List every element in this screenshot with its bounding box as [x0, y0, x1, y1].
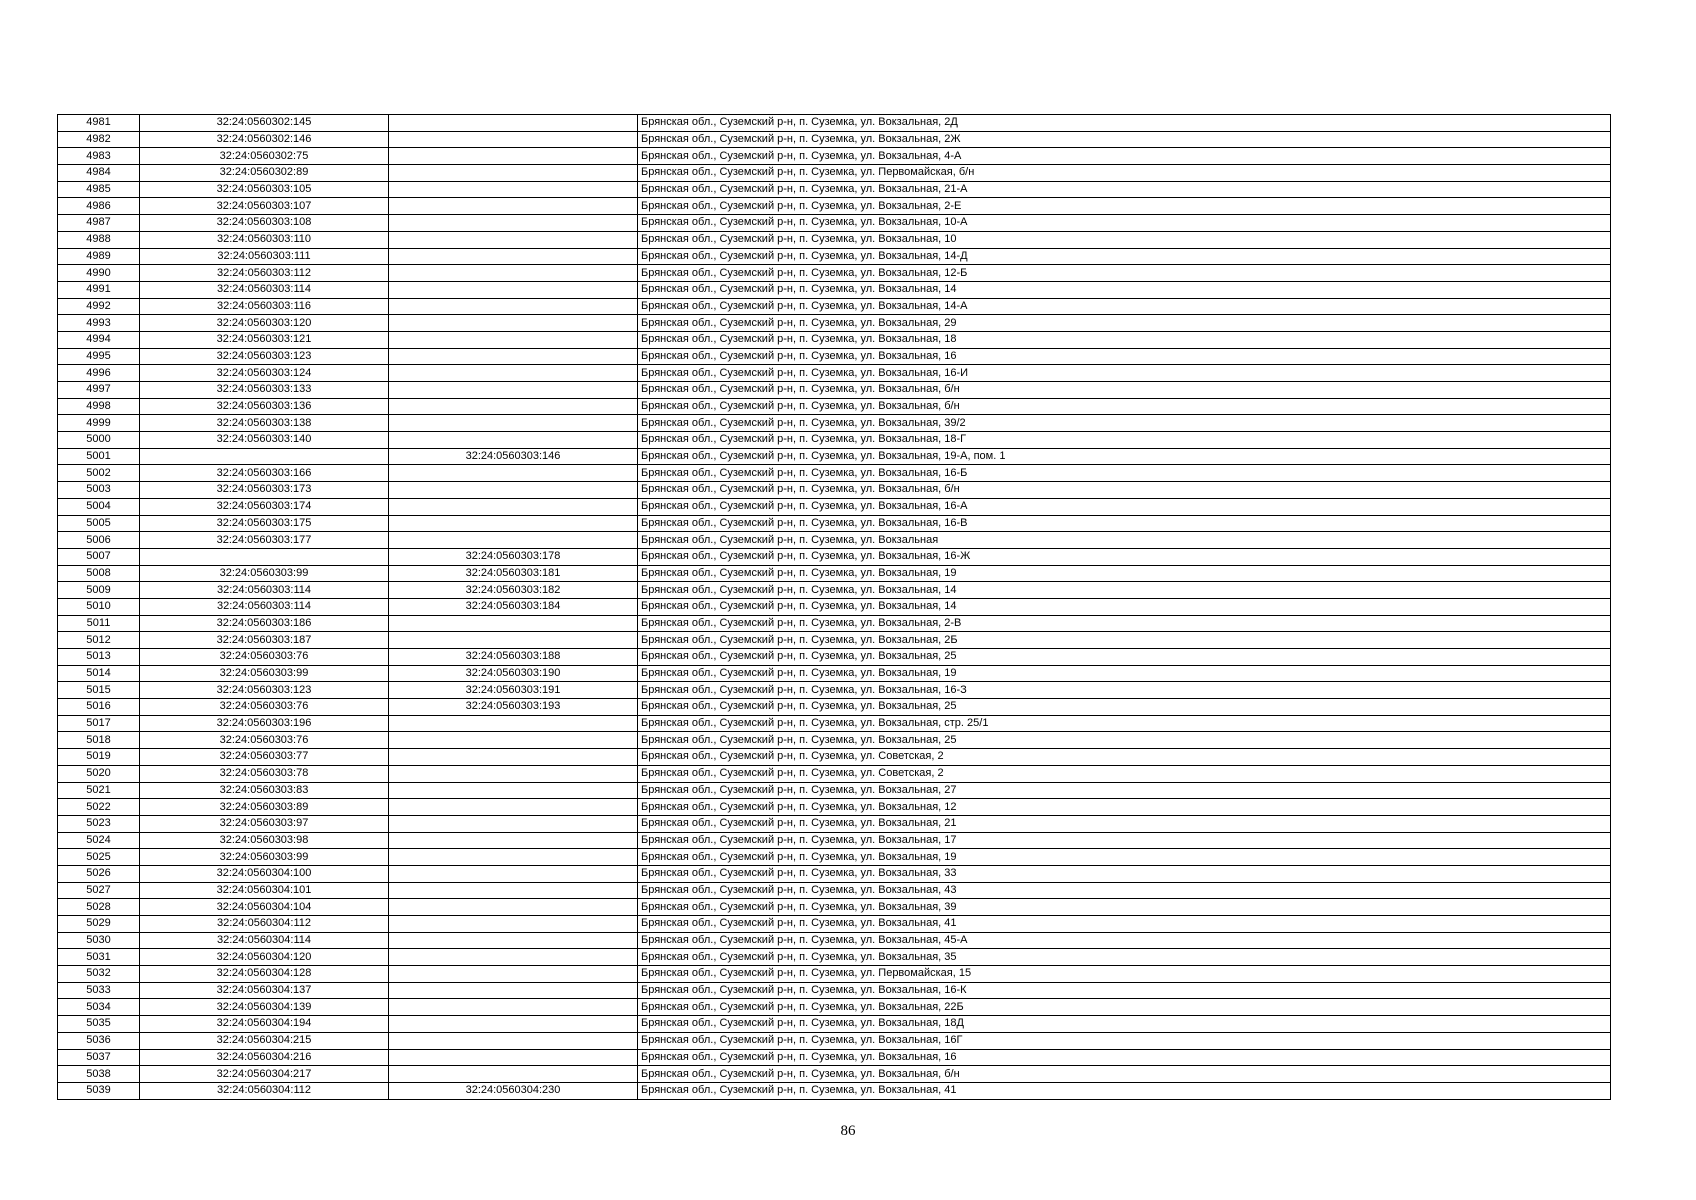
address-cell: Брянская обл., Суземский р-н, п. Суземка, ул. Вокзальная, 39/2 [638, 415, 1611, 432]
row-number-cell: 5012 [58, 632, 140, 649]
cadastral-number-cell: 32:24:0560303:121 [140, 331, 389, 348]
cadastral-number-cell: 32:24:0560303:187 [140, 632, 389, 649]
row-number-cell: 4984 [58, 165, 140, 182]
table-row [58, 1032, 1611, 1049]
cadastral-number-cell: 32:24:0560303:83 [140, 782, 389, 799]
cadastral-number-cell: 32:24:0560303:114 [140, 582, 389, 599]
related-cadastral-number-cell [389, 432, 638, 449]
related-cadastral-number-cell [389, 281, 638, 298]
row-number-cell: 4998 [58, 398, 140, 415]
related-cadastral-number-cell [389, 849, 638, 866]
row-number-cell: 5024 [58, 832, 140, 849]
related-cadastral-number-cell [389, 899, 638, 916]
table-row [58, 315, 1611, 332]
cadastral-number-cell: 32:24:0560304:217 [140, 1066, 389, 1083]
address-cell: Брянская обл., Суземский р-н, п. Суземка, ул. Вокзальная, 18Д [638, 1016, 1611, 1033]
address-cell: Брянская обл., Суземский р-н, п. Суземка, ул. Вокзальная, 21-А [638, 181, 1611, 198]
cadastral-number-cell: 32:24:0560304:139 [140, 999, 389, 1016]
row-number-cell: 5028 [58, 899, 140, 916]
related-cadastral-number-cell [389, 365, 638, 382]
cadastral-number-cell: 32:24:0560303:108 [140, 215, 389, 232]
related-cadastral-number-cell [389, 1066, 638, 1083]
row-number-cell: 5018 [58, 732, 140, 749]
address-cell: Брянская обл., Суземский р-н, п. Суземка, ул. Вокзальная, 21 [638, 815, 1611, 832]
cadastral-number-cell: 32:24:0560303:123 [140, 348, 389, 365]
address-cell: Брянская обл., Суземский р-н, п. Суземка, ул. Вокзальная, 19 [638, 849, 1611, 866]
related-cadastral-number-cell: 32:24:0560303:193 [389, 699, 638, 716]
related-cadastral-number-cell: 32:24:0560303:188 [389, 649, 638, 666]
cadastral-number-cell: 32:24:0560303:76 [140, 699, 389, 716]
row-number-cell: 5021 [58, 782, 140, 799]
related-cadastral-number-cell [389, 916, 638, 933]
address-cell: Брянская обл., Суземский р-н, п. Суземка, ул. Вокзальная, б/н [638, 1066, 1611, 1083]
related-cadastral-number-cell [389, 1016, 638, 1033]
cadastral-number-cell: 32:24:0560303:99 [140, 565, 389, 582]
related-cadastral-number-cell [389, 248, 638, 265]
address-cell: Брянская обл., Суземский р-н, п. Суземка, ул. Вокзальная [638, 532, 1611, 549]
row-number-cell: 4995 [58, 348, 140, 365]
address-cell: Брянская обл., Суземский р-н, п. Суземка, ул. Вокзальная, 2Б [638, 632, 1611, 649]
related-cadastral-number-cell [389, 515, 638, 532]
table-row [58, 782, 1611, 799]
related-cadastral-number-cell: 32:24:0560303:182 [389, 582, 638, 599]
row-number-cell: 4985 [58, 181, 140, 198]
related-cadastral-number-cell [389, 882, 638, 899]
cadastral-number-cell: 32:24:0560303:107 [140, 198, 389, 215]
address-cell: Брянская обл., Суземский р-н, п. Суземка, ул. Вокзальная, 19-А, пом. 1 [638, 448, 1611, 465]
related-cadastral-number-cell [389, 782, 638, 799]
cadastral-number-cell: 32:24:0560303:114 [140, 598, 389, 615]
related-cadastral-number-cell [389, 932, 638, 949]
table-row [58, 198, 1611, 215]
related-cadastral-number-cell [389, 982, 638, 999]
related-cadastral-number-cell [389, 331, 638, 348]
cadastral-number-cell: 32:24:0560303:174 [140, 498, 389, 515]
table-row [58, 982, 1611, 999]
table-row [58, 749, 1611, 766]
page-number: 86 [840, 1123, 856, 1139]
row-number-cell: 5029 [58, 916, 140, 933]
row-number-cell: 5020 [58, 765, 140, 782]
related-cadastral-number-cell [389, 348, 638, 365]
row-number-cell: 4991 [58, 281, 140, 298]
cadastral-number-cell: 32:24:0560303:123 [140, 682, 389, 699]
table-row [58, 348, 1611, 365]
related-cadastral-number-cell [389, 398, 638, 415]
related-cadastral-number-cell: 32:24:0560303:181 [389, 565, 638, 582]
address-cell: Брянская обл., Суземский р-н, п. Суземка, ул. Советская, 2 [638, 749, 1611, 766]
cadastral-number-cell: 32:24:0560303:112 [140, 265, 389, 282]
address-cell: Брянская обл., Суземский р-н, п. Суземка, ул. Первомайская, б/н [638, 165, 1611, 182]
related-cadastral-number-cell [389, 198, 638, 215]
cadastral-number-cell: 32:24:0560303:78 [140, 765, 389, 782]
related-cadastral-number-cell [389, 1032, 638, 1049]
address-cell: Брянская обл., Суземский р-н, п. Суземка, ул. Вокзальная, 2Д [638, 115, 1611, 132]
row-number-cell: 5008 [58, 565, 140, 582]
address-cell: Брянская обл., Суземский р-н, п. Суземка, ул. Вокзальная, б/н [638, 398, 1611, 415]
address-cell: Брянская обл., Суземский р-н, п. Суземка, ул. Вокзальная, 16 [638, 1049, 1611, 1066]
cadastral-number-cell: 32:24:0560303:77 [140, 749, 389, 766]
row-number-cell: 4997 [58, 382, 140, 399]
address-cell: Брянская обл., Суземский р-н, п. Суземка, ул. Вокзальная, 16-К [638, 982, 1611, 999]
row-number-cell: 4982 [58, 131, 140, 148]
related-cadastral-number-cell [389, 832, 638, 849]
cadastral-number-cell: 32:24:0560303:166 [140, 465, 389, 482]
table-row [58, 432, 1611, 449]
address-cell: Брянская обл., Суземский р-н, п. Суземка, ул. Вокзальная, 18 [638, 331, 1611, 348]
table-row [58, 732, 1611, 749]
row-number-cell: 5005 [58, 515, 140, 532]
table-row [58, 448, 1611, 465]
row-number-cell: 5004 [58, 498, 140, 515]
row-number-cell: 4989 [58, 248, 140, 265]
table-row [58, 865, 1611, 882]
address-cell: Брянская обл., Суземский р-н, п. Суземка, ул. Вокзальная, 16-Ж [638, 548, 1611, 565]
table-row [58, 832, 1611, 849]
row-number-cell: 5001 [58, 448, 140, 465]
cadastral-number-cell: 32:24:0560303:89 [140, 799, 389, 816]
address-cell: Брянская обл., Суземский р-н, п. Суземка, ул. Вокзальная, 25 [638, 649, 1611, 666]
row-number-cell: 5033 [58, 982, 140, 999]
table-row [58, 1082, 1611, 1099]
address-cell: Брянская обл., Суземский р-н, п. Суземка, ул. Вокзальная, 2-Е [638, 198, 1611, 215]
related-cadastral-number-cell [389, 749, 638, 766]
address-cell: Брянская обл., Суземский р-н, п. Суземка, ул. Вокзальная, б/н [638, 482, 1611, 499]
row-number-cell: 5027 [58, 882, 140, 899]
cadastral-number-cell: 32:24:0560304:100 [140, 865, 389, 882]
table-row [58, 181, 1611, 198]
address-cell: Брянская обл., Суземский р-н, п. Суземка, ул. Вокзальная, б/н [638, 382, 1611, 399]
table-row [58, 615, 1611, 632]
cadastral-number-cell: 32:24:0560303:99 [140, 849, 389, 866]
address-cell: Брянская обл., Суземский р-н, п. Суземка, ул. Вокзальная, 12-Б [638, 265, 1611, 282]
row-number-cell: 5019 [58, 749, 140, 766]
row-number-cell: 4993 [58, 315, 140, 332]
address-cell: Брянская обл., Суземский р-н, п. Суземка, ул. Вокзальная, 16-В [638, 515, 1611, 532]
row-number-cell: 5032 [58, 966, 140, 983]
row-number-cell: 5014 [58, 665, 140, 682]
row-number-cell: 5010 [58, 598, 140, 615]
cadastral-number-cell: 32:24:0560304:128 [140, 966, 389, 983]
address-cell: Брянская обл., Суземский р-н, п. Суземка, ул. Вокзальная, 41 [638, 1082, 1611, 1099]
cadastral-number-cell: 32:24:0560303:111 [140, 248, 389, 265]
table-row [58, 916, 1611, 933]
row-number-cell: 4999 [58, 415, 140, 432]
cadastral-number-cell: 32:24:0560303:140 [140, 432, 389, 449]
row-number-cell: 5003 [58, 482, 140, 499]
address-cell: Брянская обл., Суземский р-н, п. Суземка, ул. Вокзальная, 16 [638, 348, 1611, 365]
table-row [58, 598, 1611, 615]
table-row [58, 765, 1611, 782]
row-number-cell: 5009 [58, 582, 140, 599]
address-cell: Брянская обл., Суземский р-н, п. Суземка, ул. Вокзальная, 12 [638, 799, 1611, 816]
cadastral-number-cell: 32:24:0560303:114 [140, 281, 389, 298]
table-row [58, 331, 1611, 348]
address-cell: Брянская обл., Суземский р-н, п. Суземка, ул. Первомайская, 15 [638, 966, 1611, 983]
address-cell: Брянская обл., Суземский р-н, п. Суземка, ул. Вокзальная, 14 [638, 582, 1611, 599]
cadastral-number-cell: 32:24:0560303:116 [140, 298, 389, 315]
related-cadastral-number-cell [389, 732, 638, 749]
related-cadastral-number-cell [389, 482, 638, 499]
related-cadastral-number-cell [389, 865, 638, 882]
address-cell: Брянская обл., Суземский р-н, п. Суземка, ул. Вокзальная, 16-З [638, 682, 1611, 699]
cadastral-number-cell: 32:24:0560304:120 [140, 949, 389, 966]
row-number-cell: 5025 [58, 849, 140, 866]
table-row [58, 1016, 1611, 1033]
cadastral-number-cell: 32:24:0560304:137 [140, 982, 389, 999]
cadastral-number-cell: 32:24:0560303:177 [140, 532, 389, 549]
cadastral-number-cell: 32:24:0560303:97 [140, 815, 389, 832]
table-row [58, 949, 1611, 966]
address-cell: Брянская обл., Суземский р-н, п. Суземка, ул. Вокзальная, стр. 25/1 [638, 715, 1611, 732]
address-cell: Брянская обл., Суземский р-н, п. Суземка, ул. Вокзальная, 39 [638, 899, 1611, 916]
address-cell: Брянская обл., Суземский р-н, п. Суземка, ул. Вокзальная, 29 [638, 315, 1611, 332]
related-cadastral-number-cell: 32:24:0560303:184 [389, 598, 638, 615]
address-cell: Брянская обл., Суземский р-н, п. Суземка, ул. Вокзальная, 4-А [638, 148, 1611, 165]
table-row [58, 799, 1611, 816]
table-row [58, 1066, 1611, 1083]
address-cell: Брянская обл., Суземский р-н, п. Суземка, ул. Вокзальная, 19 [638, 565, 1611, 582]
table-row [58, 1049, 1611, 1066]
related-cadastral-number-cell [389, 949, 638, 966]
row-number-cell: 5015 [58, 682, 140, 699]
address-cell: Брянская обл., Суземский р-н, п. Суземка, ул. Вокзальная, 16Г [638, 1032, 1611, 1049]
related-cadastral-number-cell [389, 382, 638, 399]
cadastral-number-cell [140, 548, 389, 565]
table-row [58, 115, 1611, 132]
cadastral-number-cell: 32:24:0560303:124 [140, 365, 389, 382]
table-row [58, 715, 1611, 732]
table-row [58, 298, 1611, 315]
related-cadastral-number-cell [389, 1049, 638, 1066]
table-row [58, 665, 1611, 682]
table-row [58, 582, 1611, 599]
table-body [58, 115, 1611, 1100]
address-cell: Брянская обл., Суземский р-н, п. Суземка, ул. Вокзальная, 10 [638, 231, 1611, 248]
row-number-cell: 4986 [58, 198, 140, 215]
address-cell: Брянская обл., Суземский р-н, п. Суземка, ул. Вокзальная, 14 [638, 281, 1611, 298]
cadastral-number-cell: 32:24:0560302:146 [140, 131, 389, 148]
table-row [58, 382, 1611, 399]
cadastral-number-cell: 32:24:0560303:105 [140, 181, 389, 198]
table-row [58, 398, 1611, 415]
cadastral-number-cell: 32:24:0560303:98 [140, 832, 389, 849]
address-cell: Брянская обл., Суземский р-н, п. Суземка, ул. Вокзальная, 10-А [638, 215, 1611, 232]
related-cadastral-number-cell [389, 765, 638, 782]
cadastral-number-cell: 32:24:0560304:112 [140, 1082, 389, 1099]
related-cadastral-number-cell [389, 315, 638, 332]
address-cell: Брянская обл., Суземский р-н, п. Суземка, ул. Вокзальная, 2-В [638, 615, 1611, 632]
related-cadastral-number-cell [389, 231, 638, 248]
table-row [58, 565, 1611, 582]
table-row [58, 548, 1611, 565]
table-row [58, 932, 1611, 949]
row-number-cell: 5011 [58, 615, 140, 632]
address-cell: Брянская обл., Суземский р-н, п. Суземка, ул. Вокзальная, 33 [638, 865, 1611, 882]
cadastral-number-cell: 32:24:0560303:196 [140, 715, 389, 732]
table-row [58, 215, 1611, 232]
address-cell: Брянская обл., Суземский р-н, п. Суземка, ул. Вокзальная, 2Ж [638, 131, 1611, 148]
row-number-cell: 5017 [58, 715, 140, 732]
row-number-cell: 5030 [58, 932, 140, 949]
cadastral-number-cell: 32:24:0560302:145 [140, 115, 389, 132]
related-cadastral-number-cell [389, 532, 638, 549]
related-cadastral-number-cell [389, 615, 638, 632]
cadastral-number-cell: 32:24:0560303:120 [140, 315, 389, 332]
row-number-cell: 5034 [58, 999, 140, 1016]
related-cadastral-number-cell: 32:24:0560303:178 [389, 548, 638, 565]
related-cadastral-number-cell [389, 999, 638, 1016]
table-row [58, 248, 1611, 265]
table-row [58, 165, 1611, 182]
row-number-cell: 5038 [58, 1066, 140, 1083]
table-row [58, 515, 1611, 532]
cadastral-number-cell: 32:24:0560304:101 [140, 882, 389, 899]
address-cell: Брянская обл., Суземский р-н, п. Суземка, ул. Вокзальная, 27 [638, 782, 1611, 799]
row-number-cell: 5013 [58, 649, 140, 666]
row-number-cell: 5031 [58, 949, 140, 966]
table-row [58, 899, 1611, 916]
table-row [58, 131, 1611, 148]
related-cadastral-number-cell [389, 632, 638, 649]
address-cell: Брянская обл., Суземский р-н, п. Суземка, ул. Вокзальная, 14-Д [638, 248, 1611, 265]
table-row [58, 699, 1611, 716]
related-cadastral-number-cell [389, 215, 638, 232]
row-number-cell: 4996 [58, 365, 140, 382]
cadastral-number-cell: 32:24:0560303:136 [140, 398, 389, 415]
address-cell: Брянская обл., Суземский р-н, п. Суземка, ул. Вокзальная, 16-Б [638, 465, 1611, 482]
address-cell: Брянская обл., Суземский р-н, п. Суземка, ул. Вокзальная, 18-Г [638, 432, 1611, 449]
related-cadastral-number-cell [389, 298, 638, 315]
row-number-cell: 5023 [58, 815, 140, 832]
related-cadastral-number-cell [389, 799, 638, 816]
table-row [58, 999, 1611, 1016]
cadastral-number-cell: 32:24:0560303:99 [140, 665, 389, 682]
property-registry-table [57, 114, 1611, 1100]
related-cadastral-number-cell [389, 415, 638, 432]
cadastral-number-cell: 32:24:0560302:89 [140, 165, 389, 182]
related-cadastral-number-cell [389, 966, 638, 983]
address-cell: Брянская обл., Суземский р-н, п. Суземка, ул. Вокзальная, 14-А [638, 298, 1611, 315]
address-cell: Брянская обл., Суземский р-н, п. Суземка, ул. Вокзальная, 14 [638, 598, 1611, 615]
row-number-cell: 4983 [58, 148, 140, 165]
related-cadastral-number-cell [389, 465, 638, 482]
related-cadastral-number-cell: 32:24:0560304:230 [389, 1082, 638, 1099]
cadastral-number-cell: 32:24:0560303:138 [140, 415, 389, 432]
row-number-cell: 4990 [58, 265, 140, 282]
row-number-cell: 5036 [58, 1032, 140, 1049]
table-row [58, 415, 1611, 432]
table-row [58, 966, 1611, 983]
table-row [58, 148, 1611, 165]
table-row [58, 682, 1611, 699]
row-number-cell: 5002 [58, 465, 140, 482]
cadastral-number-cell: 32:24:0560302:75 [140, 148, 389, 165]
address-cell: Брянская обл., Суземский р-н, п. Суземка, ул. Вокзальная, 45-А [638, 932, 1611, 949]
cadastral-number-cell: 32:24:0560303:110 [140, 231, 389, 248]
address-cell: Брянская обл., Суземский р-н, п. Суземка, ул. Советская, 2 [638, 765, 1611, 782]
address-cell: Брянская обл., Суземский р-н, п. Суземка, ул. Вокзальная, 43 [638, 882, 1611, 899]
cadastral-number-cell: 32:24:0560303:175 [140, 515, 389, 532]
row-number-cell: 5016 [58, 699, 140, 716]
address-cell: Брянская обл., Суземский р-н, п. Суземка, ул. Вокзальная, 16-А [638, 498, 1611, 515]
table-row [58, 365, 1611, 382]
row-number-cell: 4987 [58, 215, 140, 232]
cadastral-number-cell: 32:24:0560304:215 [140, 1032, 389, 1049]
table-row [58, 482, 1611, 499]
row-number-cell: 5035 [58, 1016, 140, 1033]
related-cadastral-number-cell [389, 131, 638, 148]
related-cadastral-number-cell [389, 181, 638, 198]
cadastral-number-cell: 32:24:0560303:133 [140, 382, 389, 399]
table-row [58, 498, 1611, 515]
related-cadastral-number-cell: 32:24:0560303:191 [389, 682, 638, 699]
cadastral-number-cell: 32:24:0560304:112 [140, 916, 389, 933]
row-number-cell: 5037 [58, 1049, 140, 1066]
address-cell: Брянская обл., Суземский р-н, п. Суземка, ул. Вокзальная, 41 [638, 916, 1611, 933]
cadastral-number-cell: 32:24:0560303:76 [140, 649, 389, 666]
related-cadastral-number-cell [389, 815, 638, 832]
table-row [58, 815, 1611, 832]
cadastral-number-cell [140, 448, 389, 465]
related-cadastral-number-cell [389, 715, 638, 732]
address-cell: Брянская обл., Суземский р-н, п. Суземка, ул. Вокзальная, 17 [638, 832, 1611, 849]
related-cadastral-number-cell [389, 148, 638, 165]
address-cell: Брянская обл., Суземский р-н, п. Суземка, ул. Вокзальная, 22Б [638, 999, 1611, 1016]
table-row [58, 532, 1611, 549]
related-cadastral-number-cell [389, 498, 638, 515]
table-row [58, 882, 1611, 899]
row-number-cell: 5039 [58, 1082, 140, 1099]
row-number-cell: 5007 [58, 548, 140, 565]
table-row [58, 649, 1611, 666]
row-number-cell: 4992 [58, 298, 140, 315]
row-number-cell: 5006 [58, 532, 140, 549]
row-number-cell: 4988 [58, 231, 140, 248]
row-number-cell: 5022 [58, 799, 140, 816]
cadastral-number-cell: 32:24:0560304:104 [140, 899, 389, 916]
row-number-cell: 5000 [58, 432, 140, 449]
address-cell: Брянская обл., Суземский р-н, п. Суземка, ул. Вокзальная, 25 [638, 732, 1611, 749]
related-cadastral-number-cell [389, 265, 638, 282]
address-cell: Брянская обл., Суземский р-н, п. Суземка, ул. Вокзальная, 16-И [638, 365, 1611, 382]
cadastral-number-cell: 32:24:0560303:173 [140, 482, 389, 499]
address-cell: Брянская обл., Суземский р-н, п. Суземка, ул. Вокзальная, 35 [638, 949, 1611, 966]
table-row [58, 632, 1611, 649]
cadastral-number-cell: 32:24:0560304:216 [140, 1049, 389, 1066]
related-cadastral-number-cell [389, 165, 638, 182]
table-row [58, 465, 1611, 482]
address-cell: Брянская обл., Суземский р-н, п. Суземка, ул. Вокзальная, 19 [638, 665, 1611, 682]
cadastral-number-cell: 32:24:0560304:114 [140, 932, 389, 949]
table-row [58, 265, 1611, 282]
row-number-cell: 4994 [58, 331, 140, 348]
address-cell: Брянская обл., Суземский р-н, п. Суземка, ул. Вокзальная, 25 [638, 699, 1611, 716]
table-row [58, 281, 1611, 298]
row-number-cell: 5026 [58, 865, 140, 882]
related-cadastral-number-cell: 32:24:0560303:190 [389, 665, 638, 682]
cadastral-number-cell: 32:24:0560303:186 [140, 615, 389, 632]
table-row [58, 849, 1611, 866]
cadastral-number-cell: 32:24:0560303:76 [140, 732, 389, 749]
related-cadastral-number-cell [389, 115, 638, 132]
row-number-cell: 4981 [58, 115, 140, 132]
related-cadastral-number-cell: 32:24:0560303:146 [389, 448, 638, 465]
cadastral-number-cell: 32:24:0560304:194 [140, 1016, 389, 1033]
table-row [58, 231, 1611, 248]
